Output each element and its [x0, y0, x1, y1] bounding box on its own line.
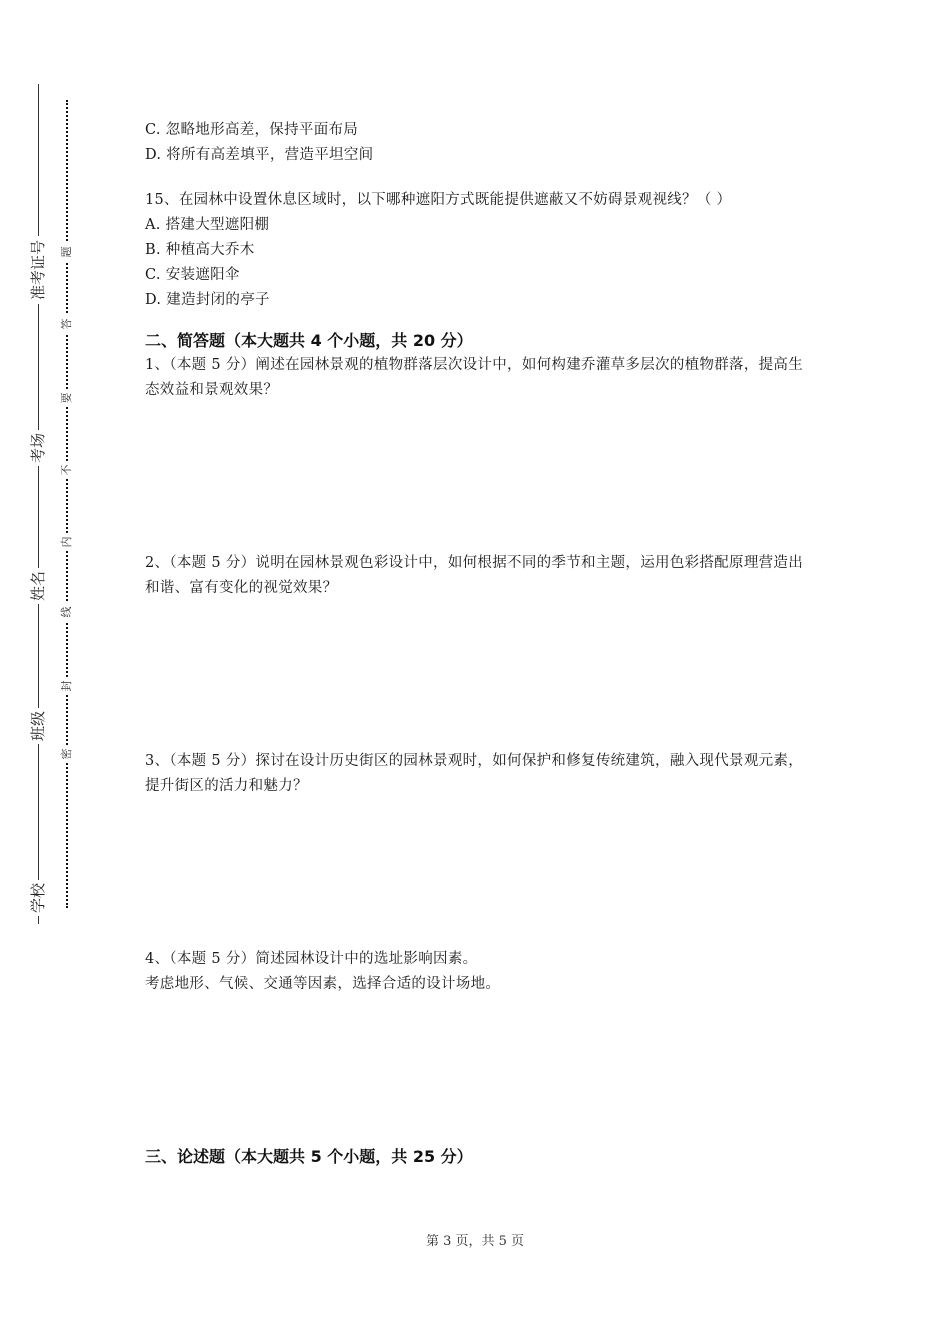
- seal-char: 要: [59, 389, 75, 407]
- short-answer-question-4-answer: 考虑地形、气候、交通等因素，选择合适的设计场地。: [145, 976, 501, 992]
- option-b: B. 种植高大乔木: [145, 242, 255, 258]
- option-c: C. 安装遮阳伞: [145, 267, 240, 283]
- seal-char: 不: [59, 461, 75, 479]
- question-15: [145, 188, 810, 313]
- binding-field-label: 考场: [30, 430, 46, 466]
- option-d: D. 建造封闭的亭子: [145, 292, 270, 308]
- seal-char: 内: [59, 533, 75, 551]
- section-short-answer: [145, 329, 810, 1145]
- option-c: C. 忽略地形高差，保持平面布局: [145, 122, 359, 138]
- answer-space: [145, 403, 810, 551]
- previous-question-options: [145, 118, 810, 168]
- exam-page-content: [145, 118, 810, 1169]
- short-answer-question-2: 2、（本题 5 分）说明在园林景观色彩设计中，如何根据不同的季节和主题，运用色彩搭配原理营造出和谐、富有变化的视觉效果？: [145, 555, 804, 596]
- answer-space: [145, 799, 810, 947]
- section-essay: [145, 1145, 810, 1169]
- seal-dotted-line: [66, 100, 68, 908]
- option-a: A. 搭建大型遮阳棚: [145, 217, 270, 233]
- answer-space: [145, 997, 810, 1145]
- answer-space: [145, 601, 810, 749]
- binding-field-label: 姓名: [30, 568, 46, 604]
- short-answer-question-4: 4、（本题 5 分）简述园林设计中的选址影响因素。: [145, 951, 478, 967]
- binding-field-label: 准考证号: [30, 236, 46, 304]
- seal-char: 密: [59, 745, 75, 763]
- binding-field-label: 学校: [30, 880, 46, 916]
- short-answer-question-3: 3、（本题 5 分）探讨在设计历史街区的园林景观时，如何保护和修复传统建筑，融入现代景观元素，提升街区的活力和魅力？: [145, 753, 804, 794]
- page-footer: 第 3 页，共 5 页: [425, 1234, 525, 1249]
- seal-char: 答: [59, 315, 75, 333]
- short-answer-question-1: 1、（本题 5 分）阐述在园林景观的植物群落层次设计中，如何构建乔灌草多层次的植物群落，提高生态效益和景观效果？: [145, 357, 804, 398]
- question-stem: 15、在园林中设置休息区域时，以下哪种遮阳方式既能提供遮蔽又不妨碍景观视线？（ ）: [145, 192, 732, 208]
- seal-char: 封: [59, 677, 75, 695]
- binding-field-label: 班级: [30, 708, 46, 744]
- seal-char: 线: [59, 603, 75, 621]
- section-title: 三、论述题（本大题共 5 个小题，共 25 分）: [145, 1147, 473, 1166]
- option-d: D. 将所有高差填平，营造平坦空间: [145, 147, 374, 163]
- seal-char: 题: [59, 243, 75, 261]
- binding-line: [38, 84, 39, 924]
- section-title: 二、简答题（本大题共 4 个小题，共 20 分）: [145, 331, 473, 350]
